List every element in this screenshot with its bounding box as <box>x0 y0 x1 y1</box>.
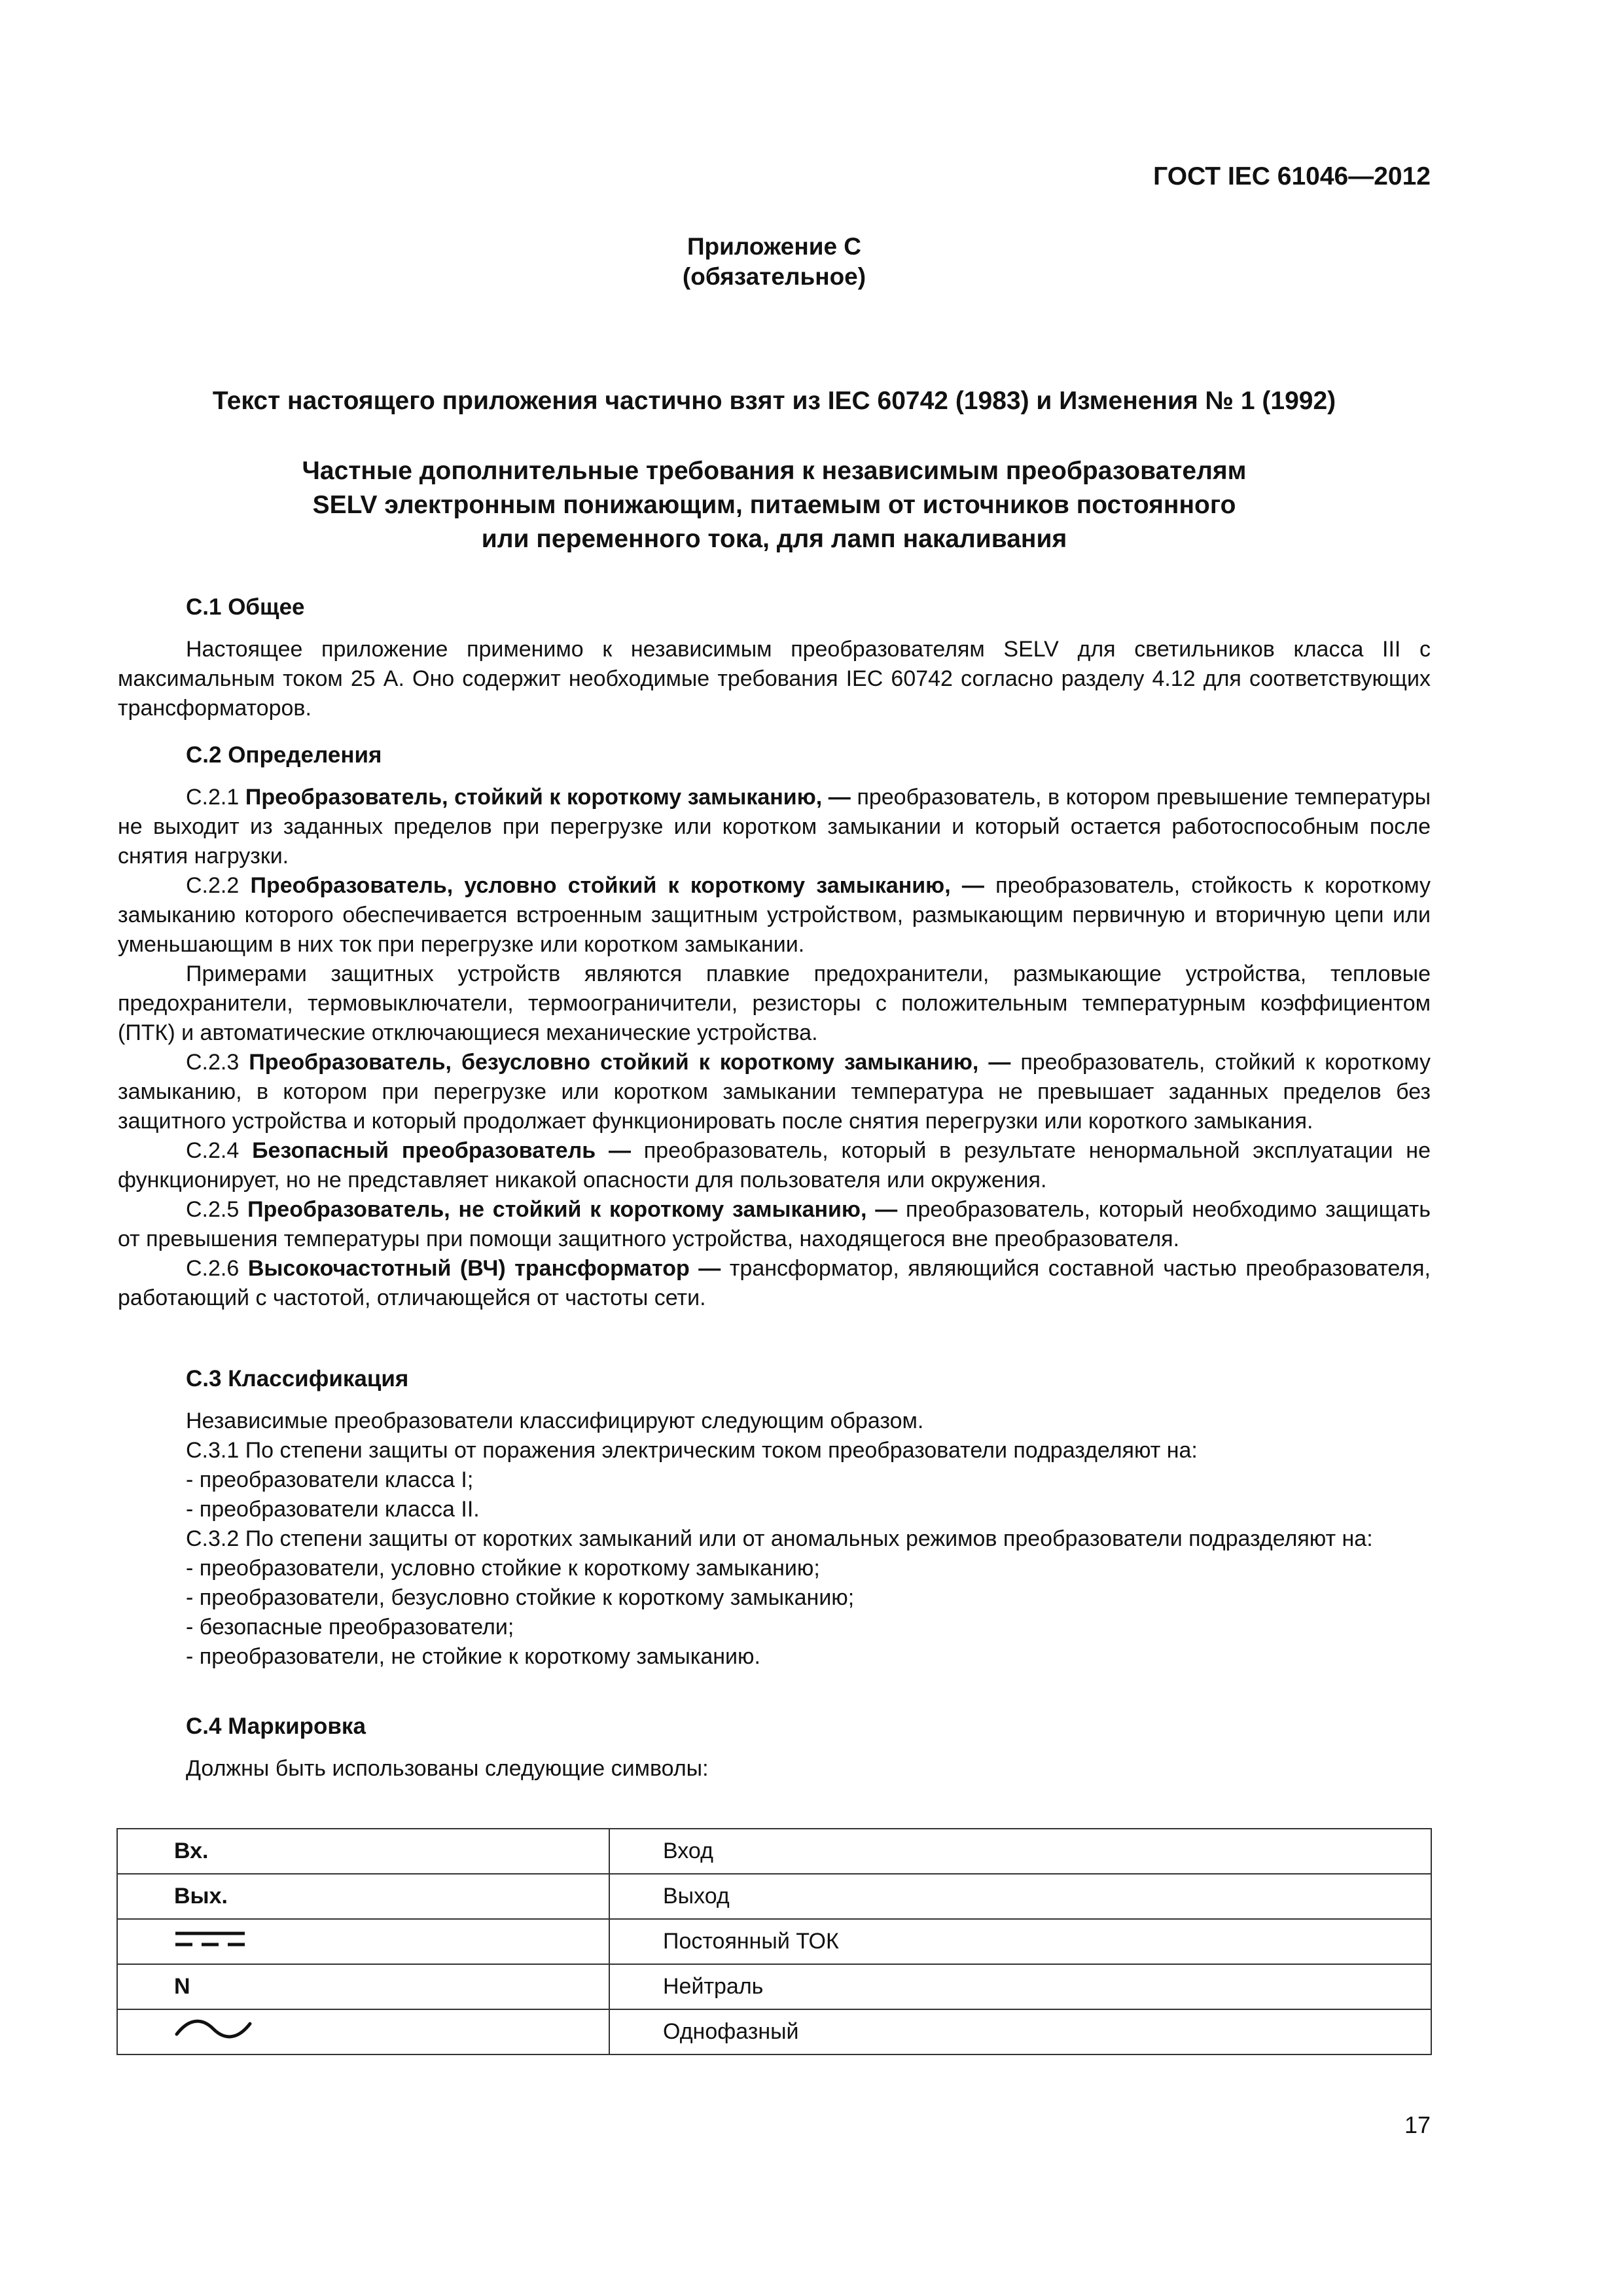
list-item: - безопасные преобразователи; <box>118 1613 1431 1642</box>
definition-text: преобразователь, который в результате ненормальной эксплуатации не функционирует, но не представляет никакой опасности для пользователя или окружения. <box>118 1138 1431 1193</box>
document-code: ГОСТ IEC 61046—2012 <box>1153 162 1431 190</box>
list-item: - преобразователи, безусловно стойкие к короткому замыканию; <box>118 1583 1431 1613</box>
symbol-cell <box>117 1919 609 1964</box>
clause-number: С.2.1 <box>186 785 240 810</box>
defined-term: Преобразователь, условно стойкий к короткому замыканию, — <box>250 873 984 898</box>
symbol-cell: Вх. <box>117 1829 609 1874</box>
defined-term: Преобразователь, не стойкий к короткому замыканию, — <box>247 1197 898 1222</box>
definition-text: преобразователь, который необходимо защищать от превышения температуры при помощи защитного устройства, находящегося вне преобразователя. <box>118 1197 1431 1251</box>
list-item: - преобразователи класса II. <box>118 1495 1431 1524</box>
meaning-cell: Постоянный ТОК <box>609 1919 1431 1964</box>
requirements-title-line-2: SELV электронным понижающим, питаемым от источников постоянного <box>312 491 1236 519</box>
requirements-title <box>118 454 1431 556</box>
list-item: - преобразователи, условно стойкие к короткому замыканию; <box>118 1554 1431 1583</box>
section-c3-body <box>118 1407 1431 1672</box>
section-c1-text: Настоящее приложение применимо к независимым преобразователям SELV для светильников класса III с максимальным током 25 А. Оно содержит необходимые требования IEC 60742 согласно разделу 4.12 для соответствующих трансформаторов. <box>118 637 1431 721</box>
annex-status: (обязательное) <box>682 263 866 290</box>
symbol-cell <box>117 2009 609 2054</box>
classification-intro: Независимые преобразователи классифицируют следующим образом. <box>186 1408 924 1433</box>
classification-c31: С.3.1 По степени защиты от поражения электрическим током преобразователи подразделяют на: <box>186 1438 1198 1463</box>
section-c2-body <box>118 783 1431 1313</box>
table-row <box>117 1829 1431 1874</box>
symbol-cell: Вых. <box>117 1874 609 1919</box>
list-item: - преобразователи класса I; <box>118 1465 1431 1495</box>
definition-c221 <box>118 783 1431 871</box>
section-c1-body <box>118 635 1431 723</box>
meaning-cell: Вход <box>609 1829 1431 1874</box>
clause-number: С.2.3 <box>186 1050 240 1075</box>
classification-c32: С.3.2 По степени защиты от коротких замыканий или от аномальных режимов преобразователи подразделяют на: <box>186 1526 1373 1551</box>
definition-text: преобразователь, в котором превышение температуры не выходит из заданных пределов при перегрузке или коротком замыкании и который остается работоспособным после снятия нагрузки. <box>118 785 1431 869</box>
clause-number: С.2.5 <box>186 1197 240 1222</box>
section-c1-heading: С.1 Общее <box>186 594 305 620</box>
defined-term: Преобразователь, стойкий к короткому замыканию, — <box>245 785 851 810</box>
annex-title: Приложение С <box>687 233 862 260</box>
section-c4-body <box>118 1754 1431 1784</box>
source-note: Текст настоящего приложения частично взят из IEC 60742 (1983) и Изменения № 1 (1992) <box>212 387 1336 415</box>
marking-intro: Должны быть использованы следующие символы: <box>186 1756 709 1781</box>
table-row <box>117 2009 1431 2054</box>
definition-c223 <box>118 1048 1431 1136</box>
section-c2-heading: С.2 Определения <box>186 742 382 768</box>
definition-text: преобразователь, стойкий к короткому замыканию, в котором при перегрузке или коротком замыкании температура не превышает заданных пределов без защитного устройства и который продолжает функционировать после снятия перегрузки или короткого замыкания. <box>118 1050 1431 1134</box>
definition-c226 <box>118 1254 1431 1313</box>
definition-c222-examples: Примерами защитных устройств являются плавкие предохранители, размыкающие устройства, тепловые предохранители, термовыключатели, термоограничители, резисторы с положительным температурным коэффициентом (ПТК) и автоматические отключающиеся механические устройства. <box>118 961 1431 1045</box>
defined-term: Преобразователь, безусловно стойкий к короткому замыканию, — <box>249 1050 1011 1075</box>
symbol-cell: N <box>117 1964 609 2009</box>
definition-c225 <box>118 1195 1431 1254</box>
clause-number: С.2.4 <box>186 1138 240 1163</box>
page-number: 17 <box>1404 2111 1431 2138</box>
meaning-cell: Выход <box>609 1874 1431 1919</box>
annex-heading <box>118 232 1431 292</box>
clause-number: С.2.6 <box>186 1256 240 1281</box>
meaning-cell: Однофазный <box>609 2009 1431 2054</box>
section-c4-heading: С.4 Маркировка <box>186 1713 366 1739</box>
symbols-table <box>116 1828 1432 2055</box>
defined-term: Высокочастотный (ВЧ) трансформатор — <box>247 1256 721 1281</box>
list-item: - преобразователи, не стойкие к короткому замыканию. <box>118 1642 1431 1672</box>
requirements-title-line-1: Частные дополнительные требования к независимым преобразователям <box>302 457 1247 485</box>
definition-text: преобразователь, стойкость к короткому замыканию которого обеспечивается встроенным защитным устройством, размыкающим первичную и вторичную цепи или уменьшающим в них ток при перегрузке или коротком замыкании. <box>118 873 1431 957</box>
definition-text: трансформатор, являющийся составной частью преобразователя, работающий с частотой, отличающейся от частоты сети. <box>118 1256 1431 1310</box>
defined-term: Безопасный преобразователь — <box>252 1138 631 1163</box>
definition-c222 <box>118 871 1431 960</box>
meaning-cell: Нейтраль <box>609 1964 1431 2009</box>
direct-current-icon <box>174 1930 246 1955</box>
clause-number: С.2.2 <box>186 873 240 898</box>
alternating-current-icon <box>174 2022 253 2047</box>
section-c3-heading: С.3 Классификация <box>186 1366 409 1391</box>
requirements-title-line-3: или переменного тока, для ламп накаливания <box>481 525 1067 553</box>
definition-c224 <box>118 1136 1431 1195</box>
table-row <box>117 1964 1431 2009</box>
table-row <box>117 1874 1431 1919</box>
table-row <box>117 1919 1431 1964</box>
